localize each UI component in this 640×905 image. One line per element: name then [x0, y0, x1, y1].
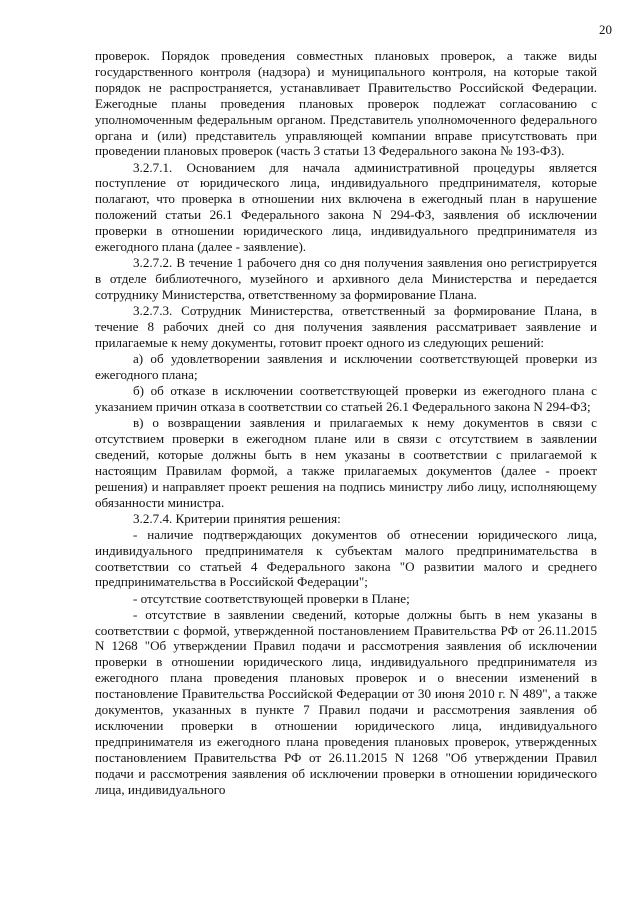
paragraph: 3.2.7.4. Критерии принятия решения: [133, 510, 341, 526]
paragraph: - наличие подтверждающих документов об отнесении юридического лица, индивидуального предпринимателя к субъектам малого предпринимательства в соответствии со статьей 4 Федерального закона "О развитии малого и среднего предпринимательства в Российской Федерации"; [95, 526, 597, 590]
paragraph: проверок. Порядок проведения совместных плановых проверок, а также виды государственного контроля (надзора) и муниципального контроля, на которые такой порядок не распространяется, устанавливает Правительство Российской Федерации. Ежегодные планы проведения плановых проверок подлежат согласованию с уполномоченным федеральным органом. Представитель уполномоченного федерального органа и (или) представитель управляющей компании вправе присутствовать при проведении плановых проверок (часть 3 статьи 13 Федерального закона № 193-ФЗ). [95, 48, 597, 159]
page-number: 20 [599, 22, 612, 37]
paragraph: 3.2.7.3. Сотрудник Министерства, ответственный за формирование Плана, в течение 8 рабочих дней со дня получения заявления рассматривает заявление и прилагаемые к нему документы, готовит проект одного из следующих решений: [95, 303, 597, 350]
paragraph: б) об отказе в исключении соответствующей проверки из ежегодного плана с указанием причин отказа в соответствии со статьей 26.1 Федерального закона N 294-ФЗ; [95, 382, 597, 414]
paragraph: - отсутствие соответствующей проверки в Плане; [133, 590, 410, 606]
paragraph: а) об удовлетворении заявления и исключении соответствующей проверки из ежегодного плана; [95, 350, 597, 382]
paragraph: - отсутствие в заявлении сведений, которые должны быть в нем указаны в соответствии с формой, утвержденной постановлением Правительства РФ от 26.11.2015 N 1268 "Об утверждении Правил подачи и рассмотрения заявления об исключении проверки в отношении юридического лица, индивидуального предпринимателя из ежегодного плана проведения плановых проверок и о внесении изменений в постановление Правительства Российской Федерации от 30 июня 2010 г. N 489", а также документов, указанных в пункте 7 Правил подачи и рассмотрения заявления об исключении проверки в отношении юридического лица, индивидуального предпринимателя из ежегодного плана проведения плановых проверок, утвержденных постановлением Правительства РФ от 26.11.2015 N 1268 "Об утверждении Правил подачи и рассмотрения заявления об исключении проверки в отношении юридического лица, индивидуального [95, 606, 597, 797]
paragraph: 3.2.7.1. Основанием для начала административной процедуры является поступление от юридического лица, индивидуального предпринимателя, которые полагают, что проверка в отношении них включена в ежегодный план в нарушение положений статьи 26.1 Федерального закона N 294-ФЗ, заявления об исключении проверки в отношении юридического лица, индивидуального предпринимателя из ежегодного плана (далее - заявление). [95, 159, 597, 255]
paragraph: 3.2.7.2. В течение 1 рабочего дня со дня получения заявления оно регистрируется в отделе библиотечного, музейного и архивного дела Министерства и передается сотруднику Министерства, ответственному за формирование Плана. [95, 255, 597, 302]
paragraph: в) о возвращении заявления и прилагаемых к нему документов в связи с отсутствием проверки в ежегодном плане или в связи с отсутствием в заявлении сведений, которые должны быть в нем указаны в соответствии с прилагаемой к настоящим Правилам формой, а также прилагаемых документов (далее - проект решения) и направляет проект решения на подпись министру либо лицу, исполняющему обязанности министра. [95, 414, 597, 510]
document-body [95, 48, 597, 798]
